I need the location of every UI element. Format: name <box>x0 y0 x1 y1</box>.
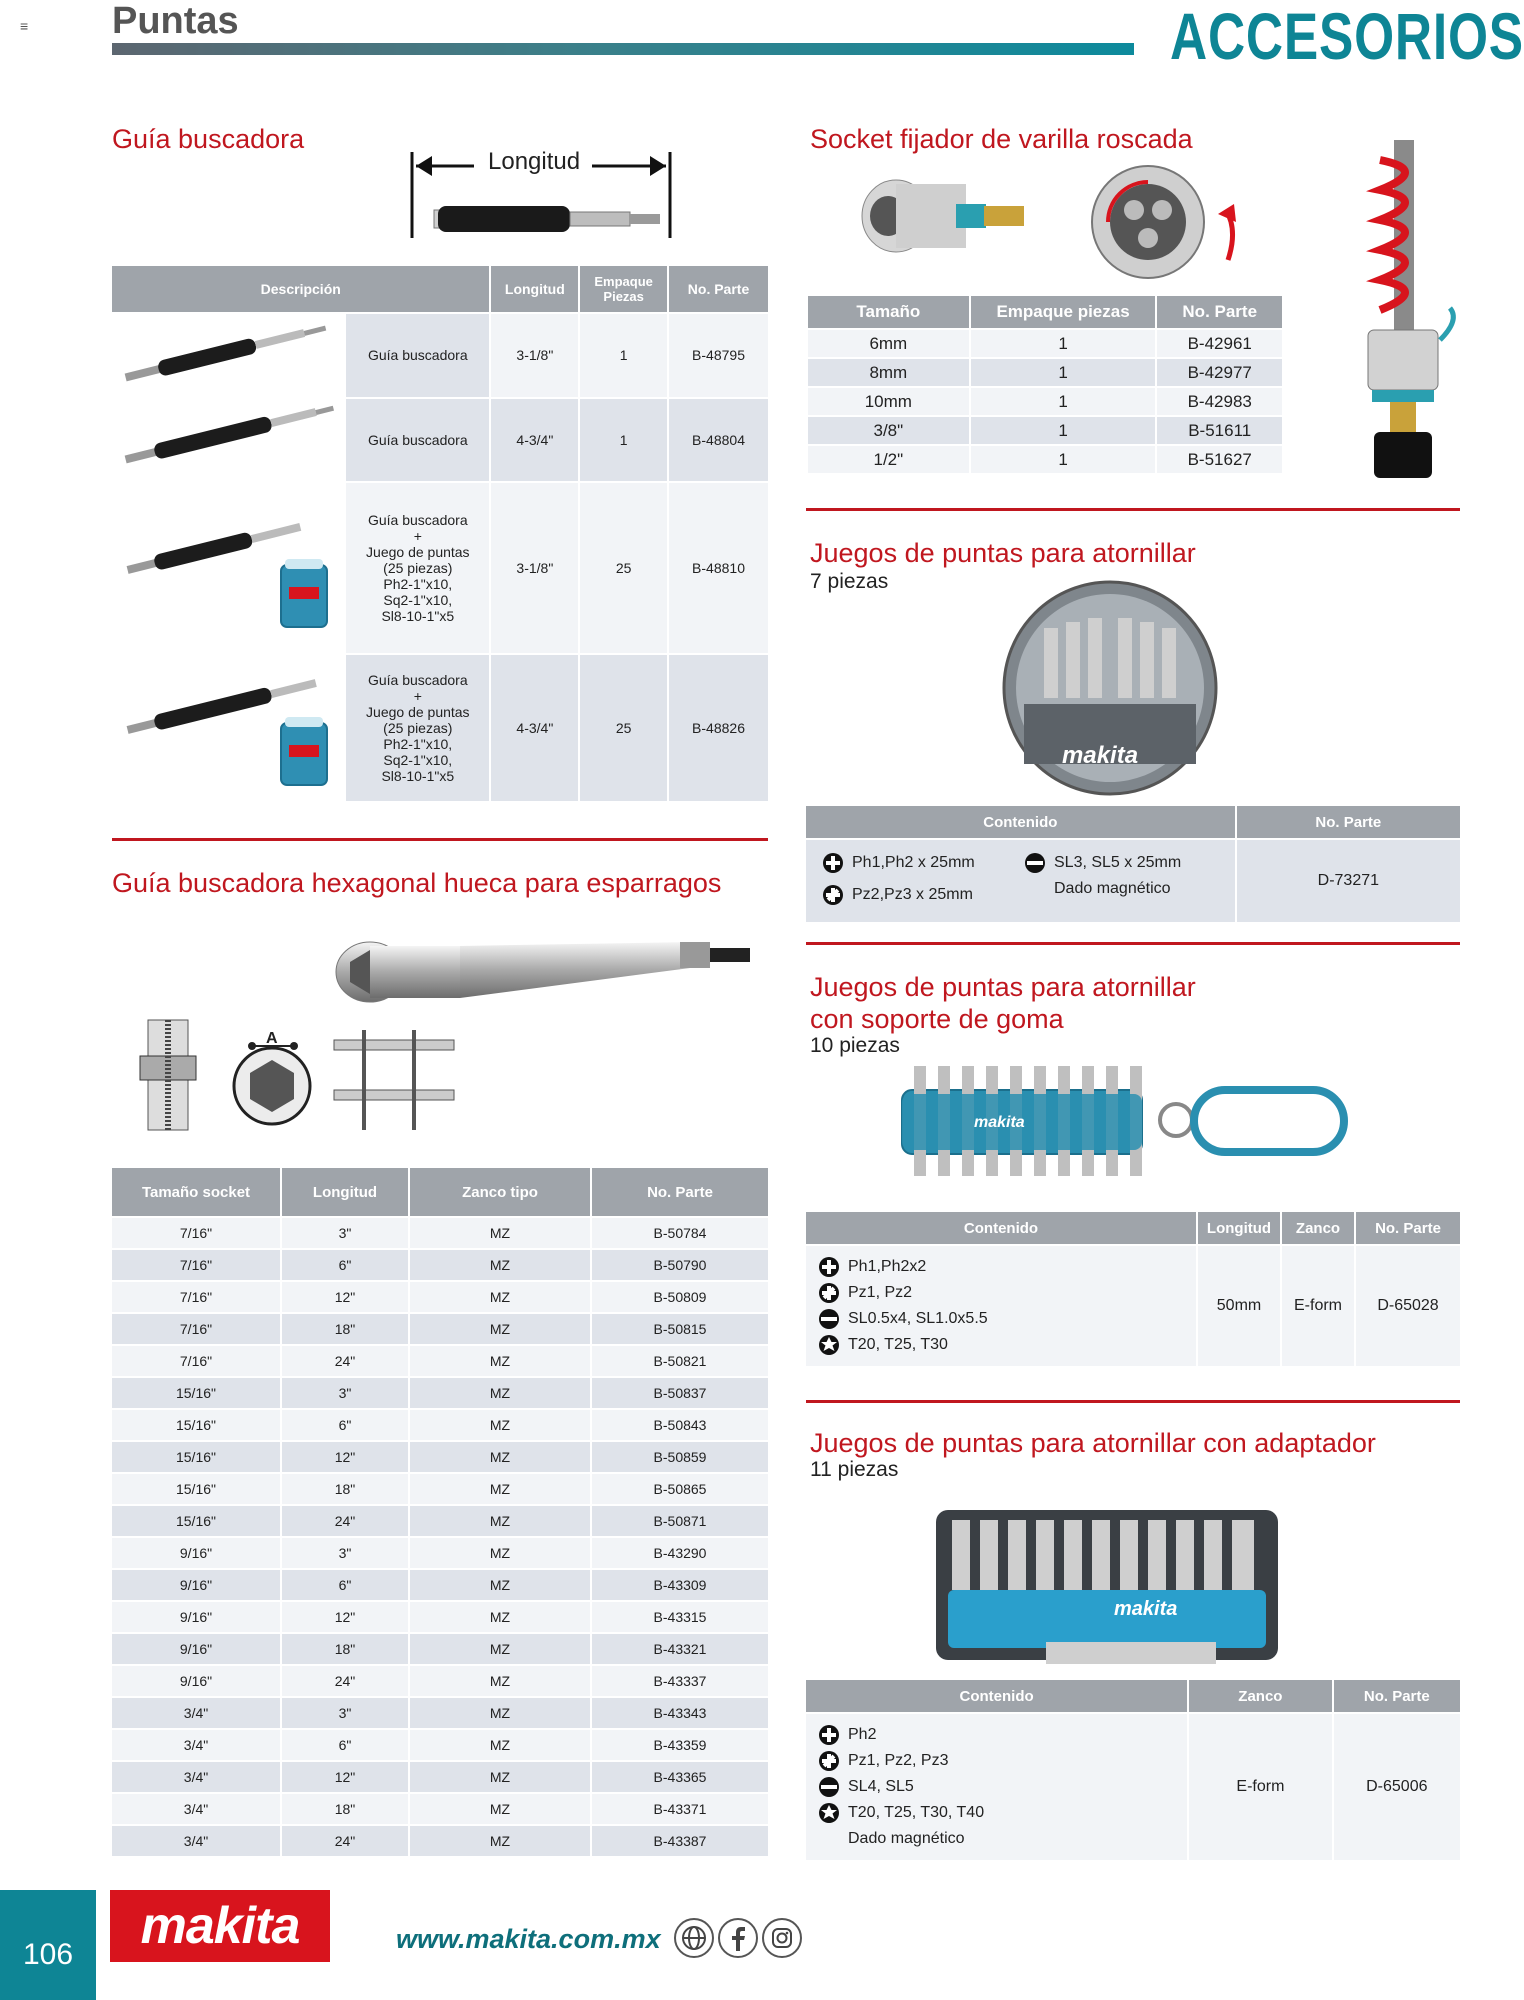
content-item <box>822 884 973 906</box>
cell-empaque: 1 <box>971 330 1156 357</box>
cell-longitud: 6" <box>282 1410 408 1440</box>
cell-parte: B-50821 <box>592 1346 768 1376</box>
pozidriv-icon <box>818 1750 840 1772</box>
table-row <box>112 1794 768 1824</box>
guia-table <box>110 264 770 803</box>
content-item-label: T20, T25, T30, T40 <box>848 1804 985 1821</box>
page-title: Puntas <box>112 0 239 42</box>
content-item-label: SL4, SL5 <box>848 1778 914 1795</box>
cell-parte: B-43371 <box>592 1794 768 1824</box>
content-item <box>1024 852 1181 874</box>
col-header-empaque: Empaque piezas <box>971 296 1156 328</box>
cell-tamano: 15/16" <box>112 1378 280 1408</box>
product-image-hex-socket <box>330 928 760 1004</box>
row-parte: B-48810 <box>669 483 768 653</box>
section-title-socket: Socket fijador de varilla roscada <box>810 124 1193 154</box>
cell-zanco: MZ <box>410 1282 590 1312</box>
product-image-juego10 <box>894 1060 1354 1184</box>
content-item <box>818 1254 1184 1280</box>
cell-parte: B-51611 <box>1157 417 1282 444</box>
header-bar <box>112 43 1134 55</box>
cell-parte: B-50843 <box>592 1410 768 1440</box>
cell-tamano: 9/16" <box>112 1634 280 1664</box>
cell-longitud: 12" <box>282 1282 408 1312</box>
cell-parte: B-50837 <box>592 1378 768 1408</box>
content-item <box>818 1332 1184 1358</box>
menu-icon[interactable]: ≡ <box>20 18 30 34</box>
cell-longitud: 12" <box>282 1762 408 1792</box>
cell-tamano: 3/4" <box>112 1698 280 1728</box>
col-header-empaque: Empaque Piezas <box>580 266 667 312</box>
cell-longitud: 18" <box>282 1634 408 1664</box>
row-longitud: 3-1/8" <box>491 483 578 653</box>
cell-zanco: MZ <box>410 1634 590 1664</box>
desc-line: Ph2-1"x10, <box>383 576 453 592</box>
cell-empaque: 1 <box>971 388 1156 415</box>
table-row <box>112 1250 768 1280</box>
content-item-label: Ph1,Ph2x2 <box>848 1258 927 1275</box>
cell-longitud: 18" <box>282 1474 408 1504</box>
juego7-contents <box>806 840 1235 922</box>
cell-zanco: MZ <box>410 1250 590 1280</box>
section-title-juego10-line2: con soporte de goma <box>810 1004 1064 1034</box>
phillips-icon <box>818 1724 840 1746</box>
col-header-zanco: Zanco <box>1189 1680 1331 1712</box>
juego7-brand: makita <box>1062 742 1139 769</box>
cell-parte: B-50784 <box>592 1218 768 1248</box>
hex-table <box>110 1166 770 1858</box>
desc-line: Ph2-1"x10, <box>383 736 453 752</box>
product-image-socket-rod <box>1350 140 1460 480</box>
col-header-parte: No. Parte <box>1157 296 1282 328</box>
juego11-zanco: E-form <box>1189 1714 1331 1860</box>
cell-zanco: MZ <box>410 1538 590 1568</box>
table-row <box>112 1346 768 1376</box>
row-empaque: 1 <box>580 314 667 397</box>
juego10-contents <box>806 1246 1196 1366</box>
table-row <box>112 1442 768 1472</box>
cell-tamano: 3/4" <box>112 1762 280 1792</box>
table-row <box>112 483 768 653</box>
desc-line: Sq2-1"x10, <box>383 592 453 608</box>
cell-tamano: 15/16" <box>112 1442 280 1472</box>
cell-tamano: 3/4" <box>112 1826 280 1856</box>
table-row <box>112 1378 768 1408</box>
section-subtitle-juego10: 10 piezas <box>810 1034 900 1057</box>
phillips-icon <box>822 852 844 874</box>
cell-zanco: MZ <box>410 1602 590 1632</box>
content-item-label: Ph1,Ph2 x 25mm <box>852 854 975 872</box>
cell-tamano: 9/16" <box>112 1602 280 1632</box>
cell-tamano: 3/4" <box>112 1794 280 1824</box>
content-item <box>818 1748 1175 1774</box>
cell-parte: B-43343 <box>592 1698 768 1728</box>
page-number: 106 <box>0 1890 96 2000</box>
cell-zanco: MZ <box>410 1730 590 1760</box>
product-image-socket-face <box>1078 160 1258 280</box>
divider <box>112 838 768 841</box>
pozidriv-icon <box>822 884 844 906</box>
torx-icon <box>818 1334 840 1356</box>
cell-parte: B-50809 <box>592 1282 768 1312</box>
cell-longitud: 3" <box>282 1698 408 1728</box>
cell-longitud: 12" <box>282 1602 408 1632</box>
table-row <box>112 314 768 397</box>
table-row <box>112 1666 768 1696</box>
cell-zanco: MZ <box>410 1570 590 1600</box>
row-longitud: 4-3/4" <box>491 655 578 801</box>
divider <box>806 942 1460 945</box>
content-item-label: Pz2,Pz3 x 25mm <box>852 886 973 904</box>
content-item <box>822 852 975 874</box>
table-row <box>112 1762 768 1792</box>
table-row <box>112 1634 768 1664</box>
cell-tamano: 7/16" <box>112 1250 280 1280</box>
table-row <box>808 359 1282 386</box>
col-header-contenido: Contenido <box>806 1212 1196 1244</box>
cell-longitud: 6" <box>282 1250 408 1280</box>
facebook-icon[interactable] <box>718 1918 758 1958</box>
cell-parte: B-50871 <box>592 1506 768 1536</box>
juego10-zanco: E-form <box>1282 1246 1354 1366</box>
col-header-contenido: Contenido <box>806 1680 1187 1712</box>
content-item <box>818 1722 1175 1748</box>
section-title-juego11: Juegos de puntas para atornillar con adaptador <box>810 1428 1376 1458</box>
table-row <box>808 388 1282 415</box>
row-parte: B-48826 <box>669 655 768 801</box>
col-header-longitud: Longitud <box>491 266 578 312</box>
row-parte: B-48795 <box>669 314 768 397</box>
desc-line: Juego de puntas <box>366 544 470 560</box>
col-header-longitud: Longitud <box>1198 1212 1280 1244</box>
table-row <box>112 1570 768 1600</box>
juego7-table <box>804 804 1462 924</box>
juego11-brand: makita <box>1114 1598 1178 1620</box>
table-row <box>112 1410 768 1440</box>
cell-zanco: MZ <box>410 1826 590 1856</box>
cell-tamano: 10mm <box>808 388 969 415</box>
juego7-parte: D-73271 <box>1237 840 1460 922</box>
juego11-table <box>804 1678 1462 1862</box>
website-link[interactable]: www.makita.com.mx <box>396 1924 661 1954</box>
col-header-parte: No. Parte <box>669 266 768 312</box>
cell-parte: B-43315 <box>592 1602 768 1632</box>
cell-tamano: 3/8" <box>808 417 969 444</box>
col-header-longitud: Longitud <box>282 1168 408 1216</box>
juego10-brand: makita <box>974 1114 1025 1131</box>
cell-tamano: 1/2" <box>808 446 969 473</box>
table-row <box>112 1314 768 1344</box>
content-item-label: Dado magnético <box>848 1830 965 1847</box>
desc-line: (25 piezas) <box>383 720 453 736</box>
hex-usage-diagrams <box>134 1020 464 1130</box>
table-row <box>112 1218 768 1248</box>
cell-tamano: 15/16" <box>112 1506 280 1536</box>
row-empaque: 25 <box>580 483 667 653</box>
hex-diagram-label: A <box>266 1030 278 1047</box>
table-row <box>112 1538 768 1568</box>
cell-parte: B-43309 <box>592 1570 768 1600</box>
col-header-parte: No. Parte <box>1237 806 1460 838</box>
table-row <box>112 1826 768 1856</box>
cell-longitud: 3" <box>282 1218 408 1248</box>
socket-table <box>806 294 1284 475</box>
table-row <box>806 1246 1460 1366</box>
table-row <box>112 655 768 801</box>
desc-line: Sl8-10-1"x5 <box>381 608 455 624</box>
cell-longitud: 24" <box>282 1826 408 1856</box>
cell-zanco: MZ <box>410 1378 590 1408</box>
cell-tamano: 9/16" <box>112 1570 280 1600</box>
cell-tamano: 7/16" <box>112 1314 280 1344</box>
juego10-longitud: 50mm <box>1198 1246 1280 1366</box>
table-row <box>112 1602 768 1632</box>
juego11-contents <box>806 1714 1187 1860</box>
row-longitud: 4-3/4" <box>491 399 578 482</box>
content-item <box>818 1280 1184 1306</box>
desc-line: Sq2-1"x10, <box>383 752 453 768</box>
section-subtitle-juego11: 11 piezas <box>810 1458 899 1481</box>
product-image-guia-set <box>112 655 344 801</box>
instagram-icon[interactable] <box>762 1918 802 1958</box>
category-title: ACCESORIOS <box>1170 0 1524 73</box>
table-row <box>112 1506 768 1536</box>
desc-line: Guía buscadora <box>367 672 468 688</box>
slotted-icon <box>818 1776 840 1798</box>
product-image-guia <box>112 314 344 481</box>
table-row <box>112 1698 768 1728</box>
cell-tamano: 8mm <box>808 359 969 386</box>
cell-parte: B-43365 <box>592 1762 768 1792</box>
product-image-juego11 <box>936 1500 1286 1670</box>
cell-zanco: MZ <box>410 1666 590 1696</box>
section-subtitle-juego7: 7 piezas <box>810 570 889 593</box>
web-icon[interactable] <box>674 1918 714 1958</box>
cell-zanco: MZ <box>410 1442 590 1472</box>
cell-parte: B-43359 <box>592 1730 768 1760</box>
col-header-parte: No. Parte <box>592 1168 768 1216</box>
desc-line: + <box>413 528 422 544</box>
product-image-socket <box>856 166 1036 266</box>
content-item-label: SL0.5x4, SL1.0x5.5 <box>848 1310 988 1327</box>
content-item <box>818 1306 1184 1332</box>
cell-tamano: 7/16" <box>112 1346 280 1376</box>
slotted-icon <box>818 1308 840 1330</box>
length-label: Longitud <box>488 148 581 175</box>
cell-tamano: 7/16" <box>112 1282 280 1312</box>
col-header-descripcion: Descripción <box>112 266 489 312</box>
cell-zanco: MZ <box>410 1474 590 1504</box>
col-header-zanco: Zanco tipo <box>410 1168 590 1216</box>
desc-line: (25 piezas) <box>383 560 453 576</box>
cell-tamano: 15/16" <box>112 1474 280 1504</box>
product-image-guia-set <box>112 483 344 653</box>
cell-empaque: 1 <box>971 446 1156 473</box>
table-row <box>806 1714 1460 1860</box>
cell-parte: B-50865 <box>592 1474 768 1504</box>
cell-empaque: 1 <box>971 359 1156 386</box>
row-desc: Guía buscadora <box>346 399 489 482</box>
cell-longitud: 3" <box>282 1538 408 1568</box>
content-item-label: T20, T25, T30 <box>848 1336 948 1353</box>
row-desc <box>346 655 489 801</box>
cell-longitud: 3" <box>282 1378 408 1408</box>
desc-line: Sl8-10-1"x5 <box>381 768 455 784</box>
cell-parte: B-43387 <box>592 1826 768 1856</box>
phillips-icon <box>818 1256 840 1278</box>
content-item <box>818 1774 1175 1800</box>
col-header-parte: No. Parte <box>1334 1680 1460 1712</box>
row-empaque: 25 <box>580 655 667 801</box>
cell-tamano: 6mm <box>808 330 969 357</box>
cell-parte: B-43290 <box>592 1538 768 1568</box>
cell-parte: B-50859 <box>592 1442 768 1472</box>
cell-longitud: 6" <box>282 1730 408 1760</box>
section-title-juego10-line1: Juegos de puntas para atornillar <box>810 972 1196 1002</box>
cell-zanco: MZ <box>410 1346 590 1376</box>
divider <box>806 1400 1460 1403</box>
makita-logo[interactable]: makita <box>110 1890 330 1962</box>
section-title-juego7: Juegos de puntas para atornillar <box>810 538 1196 568</box>
col-header-tamano: Tamaño socket <box>112 1168 280 1216</box>
cell-parte: B-42983 <box>1157 388 1282 415</box>
cell-tamano: 15/16" <box>112 1410 280 1440</box>
juego11-parte: D-65006 <box>1334 1714 1460 1860</box>
cell-parte: B-50815 <box>592 1314 768 1344</box>
content-item-label: Ph2 <box>848 1726 877 1743</box>
cell-empaque: 1 <box>971 417 1156 444</box>
col-header-zanco: Zanco <box>1282 1212 1354 1244</box>
row-desc: Guía buscadora <box>346 314 489 397</box>
col-header-parte: No. Parte <box>1356 1212 1460 1244</box>
table-row <box>808 417 1282 444</box>
row-parte: B-48804 <box>669 399 768 482</box>
cell-longitud: 18" <box>282 1794 408 1824</box>
row-desc <box>346 483 489 653</box>
row-empaque: 1 <box>580 399 667 482</box>
table-row <box>112 1474 768 1504</box>
table-row <box>112 1282 768 1312</box>
cell-longitud: 18" <box>282 1314 408 1344</box>
content-item-label: Pz1, Pz2, Pz3 <box>848 1752 949 1769</box>
divider <box>806 508 1460 511</box>
table-row <box>808 330 1282 357</box>
section-title-guia: Guía buscadora <box>112 124 305 154</box>
desc-line: Guía buscadora <box>367 512 468 528</box>
desc-line: + <box>413 688 422 704</box>
cell-zanco: MZ <box>410 1506 590 1536</box>
cell-parte: B-51627 <box>1157 446 1282 473</box>
table-row <box>808 446 1282 473</box>
cell-longitud: 24" <box>282 1666 408 1696</box>
cell-parte: B-50790 <box>592 1250 768 1280</box>
slotted-icon <box>1024 852 1046 874</box>
cell-longitud: 24" <box>282 1346 408 1376</box>
content-item-label: Dado magnético <box>1054 880 1171 897</box>
cell-longitud: 24" <box>282 1506 408 1536</box>
pozidriv-icon <box>818 1282 840 1304</box>
juego10-parte: D-65028 <box>1356 1246 1460 1366</box>
cell-parte: B-42961 <box>1157 330 1282 357</box>
content-item-label: Pz1, Pz2 <box>848 1284 913 1301</box>
desc-line: Juego de puntas <box>366 704 470 720</box>
table-row <box>112 1730 768 1760</box>
cell-tamano: 3/4" <box>112 1730 280 1760</box>
cell-zanco: MZ <box>410 1218 590 1248</box>
cell-longitud: 6" <box>282 1570 408 1600</box>
cell-tamano: 9/16" <box>112 1666 280 1696</box>
juego10-table <box>804 1210 1462 1368</box>
cell-zanco: MZ <box>410 1314 590 1344</box>
cell-tamano: 9/16" <box>112 1538 280 1568</box>
cell-tamano: 7/16" <box>112 1218 280 1248</box>
cell-longitud: 12" <box>282 1442 408 1472</box>
content-item <box>818 1800 1175 1826</box>
col-header-contenido: Contenido <box>806 806 1235 838</box>
torx-icon <box>818 1802 840 1824</box>
cell-zanco: MZ <box>410 1698 590 1728</box>
content-item-label: SL3, SL5 x 25mm <box>1054 854 1182 872</box>
cell-zanco: MZ <box>410 1762 590 1792</box>
section-title-hex: Guía buscadora hexagonal hueca para esparragos <box>112 868 722 898</box>
cell-zanco: MZ <box>410 1410 590 1440</box>
cell-zanco: MZ <box>410 1794 590 1824</box>
cell-parte: B-43337 <box>592 1666 768 1696</box>
cell-parte: B-42977 <box>1157 359 1282 386</box>
row-longitud: 3-1/8" <box>491 314 578 397</box>
cell-parte: B-43321 <box>592 1634 768 1664</box>
col-header-tamano: Tamaño <box>808 296 969 328</box>
table-row <box>806 840 1460 922</box>
